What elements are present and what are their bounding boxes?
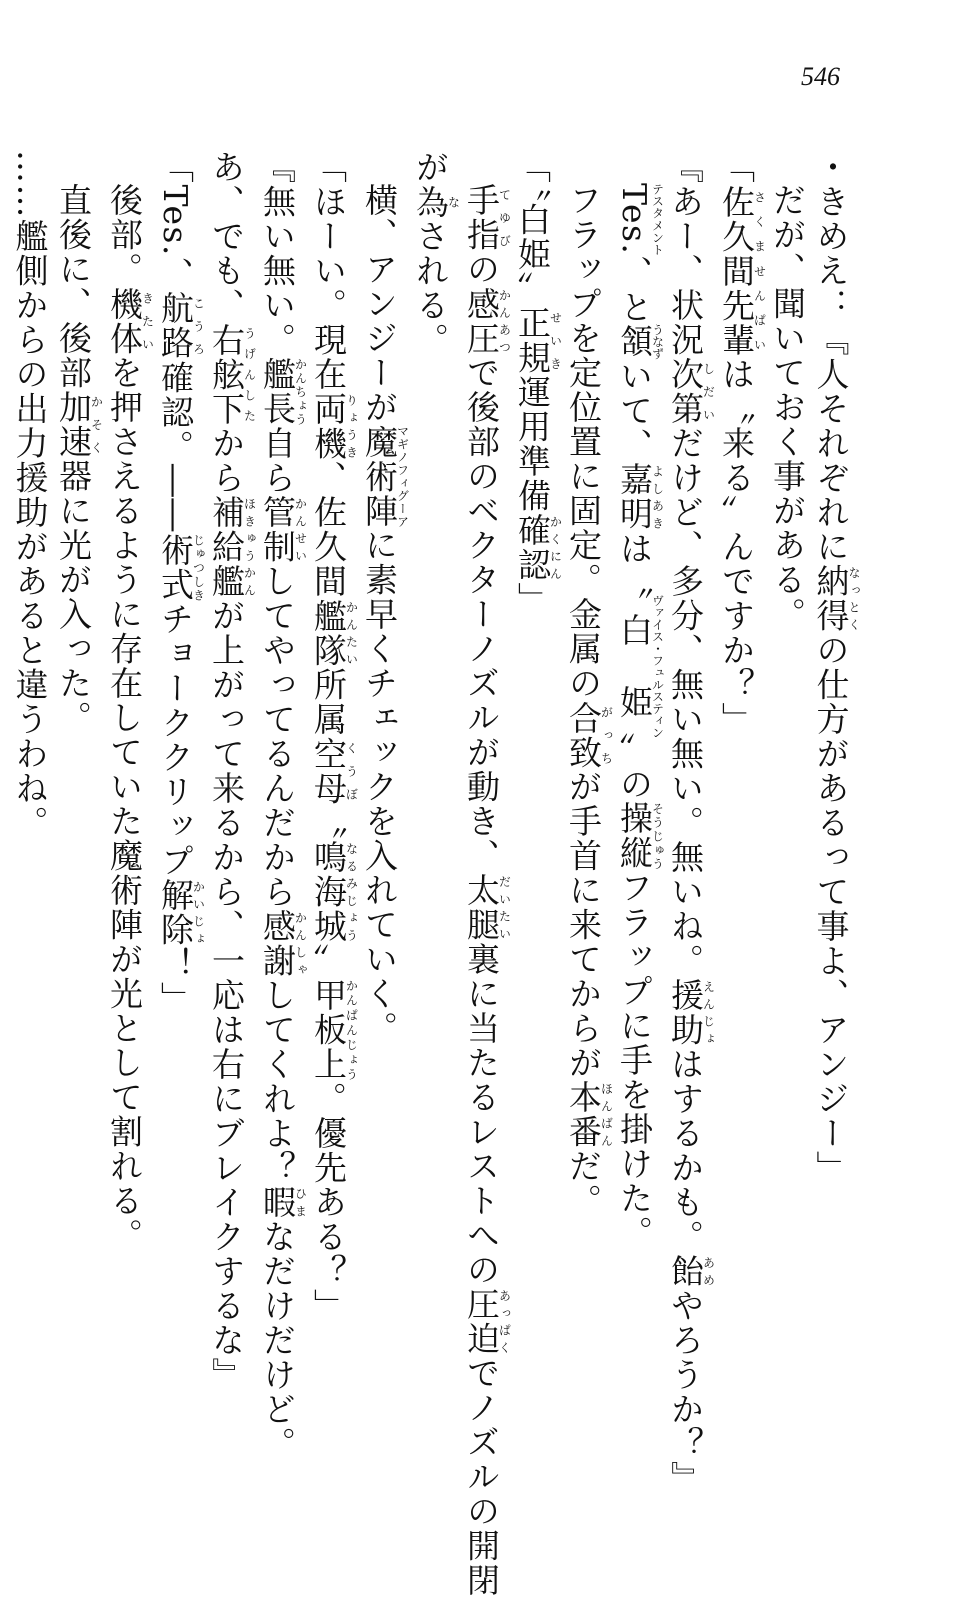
text-run: してくれよ？	[258, 978, 297, 1185]
ruby-reading: せいき	[548, 306, 563, 375]
ruby-base: 頷	[615, 323, 654, 360]
ruby-base: 右舷下	[207, 322, 246, 426]
text-run: 「	[717, 150, 756, 185]
ruby-base: 飴	[666, 1254, 705, 1289]
ruby-base: 両機	[309, 391, 348, 461]
text-run: 後部。	[105, 183, 144, 287]
text-run: が手首に来てからが	[564, 769, 603, 1080]
ruby-base: 援助	[666, 978, 705, 1047]
ruby-reading: うげんした	[242, 322, 257, 426]
ruby-reading: こうろ	[191, 291, 206, 361]
ruby-annotated-word	[309, 598, 359, 668]
ruby-base: 手指	[462, 183, 501, 252]
ruby-annotated-word	[309, 391, 359, 461]
ruby-annotated-word	[615, 183, 665, 256]
ruby-annotated-word	[666, 978, 716, 1047]
ruby-reading: だいたい	[497, 873, 512, 942]
ruby-annotated-word	[258, 495, 308, 564]
text-line	[205, 150, 257, 1392]
text-line	[809, 150, 860, 1300]
ruby-annotated-word	[156, 291, 206, 361]
ruby-annotated-word	[156, 532, 206, 602]
ruby-annotated-word	[513, 306, 563, 375]
text-line	[307, 150, 359, 1323]
ruby-base: 甲板上	[309, 978, 348, 1082]
ruby-annotated-word	[411, 184, 461, 220]
ruby-reading: ひま	[293, 1185, 308, 1220]
text-run: 『無い無い。	[258, 150, 297, 357]
text-run: 『人それぞれに	[811, 322, 851, 564]
text-run: 「Tes.、	[156, 150, 195, 292]
text-line	[613, 150, 664, 1300]
ruby-reading: あめ	[701, 1254, 716, 1289]
text-run: ・きめえ：	[811, 150, 851, 323]
ruby-reading: くうぼ	[344, 736, 359, 806]
text-run: でノズルの開閉	[462, 1356, 501, 1598]
text-run: を押さえるように存在していた魔術陣が光として割れる。	[105, 355, 144, 1253]
ruby-base: 解除	[156, 877, 195, 947]
ruby-annotated-word	[360, 424, 410, 529]
vertical-text-body	[10, 150, 861, 1598]
ruby-annotated-word	[462, 873, 512, 942]
ruby-annotated-word	[462, 1287, 512, 1356]
text-run: 器に光が入った。	[54, 459, 93, 735]
ruby-base: 佐久間先輩	[717, 184, 756, 357]
ruby-base: 術式	[156, 532, 195, 602]
text-line	[52, 150, 103, 1300]
text-run: ！」	[156, 946, 195, 1016]
ruby-base: 魔術陣	[360, 424, 399, 528]
ruby-annotated-word	[717, 184, 767, 358]
text-run: 〟の	[615, 732, 654, 802]
ruby-annotated-word	[615, 801, 665, 871]
text-line	[766, 150, 810, 1300]
ruby-base: 艦隊	[309, 598, 348, 668]
text-line	[715, 150, 766, 1300]
ruby-base: 本番	[564, 1080, 603, 1149]
page-number: 546	[801, 62, 840, 91]
text-run: フラップを定位置に固定。金属の	[564, 183, 603, 701]
text-run: 裏に当たるレストへの	[462, 942, 501, 1287]
text-line	[562, 150, 613, 1300]
text-run: 運用準備	[513, 375, 552, 513]
ruby-base: 感圧	[462, 286, 501, 356]
text-run: してやってるんだから	[258, 564, 297, 909]
ruby-reading: な	[446, 184, 461, 219]
text-run: フラップに手を掛けた。	[615, 870, 654, 1250]
ruby-reading: りょうき	[344, 391, 359, 461]
ruby-base: 合致	[564, 700, 603, 770]
ruby-annotated-word	[615, 323, 665, 360]
text-run: 「ほーい。現在	[309, 150, 348, 392]
ruby-base: 補給艦	[207, 495, 246, 599]
ruby-reading: がっち	[599, 700, 614, 770]
ruby-reading: じゅつしき	[191, 532, 206, 602]
text-run: が	[411, 150, 450, 185]
text-run: だ。	[564, 1149, 603, 1218]
text-run: 、佐久間	[309, 460, 348, 599]
text-run: 、と	[615, 255, 654, 325]
ruby-reading: なっとく	[847, 564, 861, 633]
ruby-reading: えんじょ	[701, 978, 716, 1047]
ruby-base: 正規	[513, 306, 552, 375]
ruby-reading: きたい	[140, 286, 155, 356]
ruby-base: 操縦	[615, 801, 654, 871]
ruby-reading: かんせい	[293, 495, 308, 564]
ruby-base: 感謝	[258, 909, 297, 978]
ruby-annotated-word	[462, 286, 512, 356]
ruby-base: 確認	[513, 513, 552, 582]
text-line	[511, 150, 562, 1300]
text-line	[409, 150, 460, 1300]
ruby-base: 鳴海城	[309, 840, 348, 944]
ruby-annotated-word	[258, 1185, 308, 1220]
ruby-annotated-word	[462, 183, 512, 252]
text-run: は〝	[615, 531, 654, 601]
ruby-annotated-word	[54, 390, 104, 459]
ruby-base: 為	[411, 184, 450, 219]
text-run: なだけだけど。	[258, 1219, 297, 1461]
ruby-base: 艦長	[258, 357, 297, 426]
ruby-reading: かくにん	[548, 513, 563, 582]
ruby-reading: かそく	[89, 390, 104, 459]
ruby-reading: そうじゅう	[650, 801, 665, 871]
ruby-reading: かんぱんじょう	[344, 978, 359, 1082]
ruby-reading: うなず	[650, 323, 665, 360]
text-run: される。	[411, 219, 450, 357]
ruby-base: 白姫	[615, 594, 654, 739]
text-line	[460, 150, 512, 1598]
ruby-base: 嘉明	[615, 462, 654, 532]
ruby-annotated-word	[258, 909, 308, 978]
ruby-annotated-word	[811, 564, 861, 633]
ruby-annotated-word	[207, 495, 257, 599]
text-run: 横、アンジーが	[360, 183, 399, 425]
text-line	[664, 150, 716, 1496]
text-run: 直後に、後部	[54, 183, 93, 390]
text-run: だが、聞いておく事がある。	[768, 183, 807, 632]
text-line	[154, 150, 205, 1300]
ruby-annotated-word	[615, 594, 665, 739]
text-run: 」	[513, 582, 552, 617]
ruby-reading: かんあつ	[497, 286, 512, 356]
ruby-base: 管制	[258, 495, 297, 564]
ruby-reading: あっぱく	[497, 1287, 512, 1356]
ruby-base: 太腿	[462, 873, 501, 942]
ruby-annotated-word	[156, 877, 206, 947]
text-run: で後部のベクターノズルが動き、	[462, 355, 501, 873]
ruby-annotated-word	[258, 357, 308, 426]
ruby-annotated-word	[309, 978, 359, 1082]
ruby-reading: なるみじょう	[344, 840, 359, 944]
text-run: いて、	[615, 358, 654, 463]
ruby-reading: かんしゃ	[293, 909, 308, 978]
ruby-reading: しだい	[701, 357, 716, 426]
text-run: 『あー、状況	[666, 150, 705, 357]
text-line	[8, 150, 52, 1300]
text-run: はするかも。	[666, 1047, 705, 1254]
ruby-reading: かいじょ	[191, 877, 206, 947]
text-run: の	[462, 252, 501, 287]
text-line	[103, 150, 154, 1300]
text-run: だけど、多分、無い無い。無いね。	[666, 426, 705, 978]
text-run: あ、でも、	[207, 150, 246, 323]
text-run: 確認。――	[156, 360, 195, 533]
ruby-base: 航路	[156, 291, 195, 361]
ruby-annotated-word	[666, 357, 716, 426]
text-run: 所属	[309, 667, 348, 737]
ruby-annotated-word	[105, 286, 155, 356]
ruby-reading: ヴァイス・フュルスティン	[650, 594, 665, 739]
ruby-annotated-word	[309, 840, 359, 944]
ruby-annotated-word	[513, 513, 563, 582]
ruby-base: Tes.	[615, 183, 654, 256]
text-run: の仕方があるって事よ、アンジー」	[811, 633, 851, 1185]
text-run: は〝来る〟んですか？」	[717, 357, 756, 737]
ruby-reading: マギノフィグーア	[395, 424, 410, 528]
ruby-annotated-word	[666, 1254, 716, 1289]
text-line	[358, 150, 409, 1300]
text-run: やろうか？』	[666, 1288, 705, 1496]
ruby-reading: さくませんぱい	[752, 184, 767, 357]
text-run: に素早くチェックを入れていく。	[360, 528, 399, 1046]
text-run: 自ら	[258, 426, 297, 495]
ruby-reading: よしあき	[650, 462, 665, 532]
ruby-reading: かんちょう	[293, 357, 308, 426]
ruby-annotated-word	[564, 700, 614, 770]
ruby-annotated-word	[207, 322, 257, 427]
ruby-base: 次第	[666, 357, 705, 426]
ruby-annotated-word	[615, 462, 665, 532]
text-run: チョーククリップ	[156, 601, 195, 878]
ruby-base: 加速	[54, 390, 93, 459]
ruby-reading: ほきゅうかん	[242, 495, 257, 599]
text-run: が上がって来るから、一応は右にブレイクするな』	[207, 598, 246, 1392]
text-line	[256, 150, 308, 1461]
ruby-reading: かんたい	[344, 598, 359, 668]
ruby-annotated-word	[309, 736, 359, 806]
ruby-base: 圧迫	[462, 1287, 501, 1356]
ruby-base: 空母	[309, 736, 348, 806]
ruby-base: 納得	[811, 564, 851, 633]
text-run: から	[207, 426, 246, 495]
ruby-reading: テスタメント	[650, 183, 665, 256]
ruby-base: 暇	[258, 1185, 297, 1220]
ruby-reading: ほんばん	[599, 1080, 614, 1149]
ruby-base: 機体	[105, 286, 144, 356]
text-run: 。優先ある？」	[309, 1081, 348, 1323]
ruby-reading: てゆび	[497, 183, 512, 252]
ruby-annotated-word	[564, 1080, 614, 1149]
text-run: ……艦側からの出力援助があると違うわね。	[10, 150, 50, 840]
text-run: 〝	[309, 805, 348, 840]
text-run: 「〝白姫〟	[513, 150, 552, 306]
text-run: 〟	[309, 943, 348, 978]
